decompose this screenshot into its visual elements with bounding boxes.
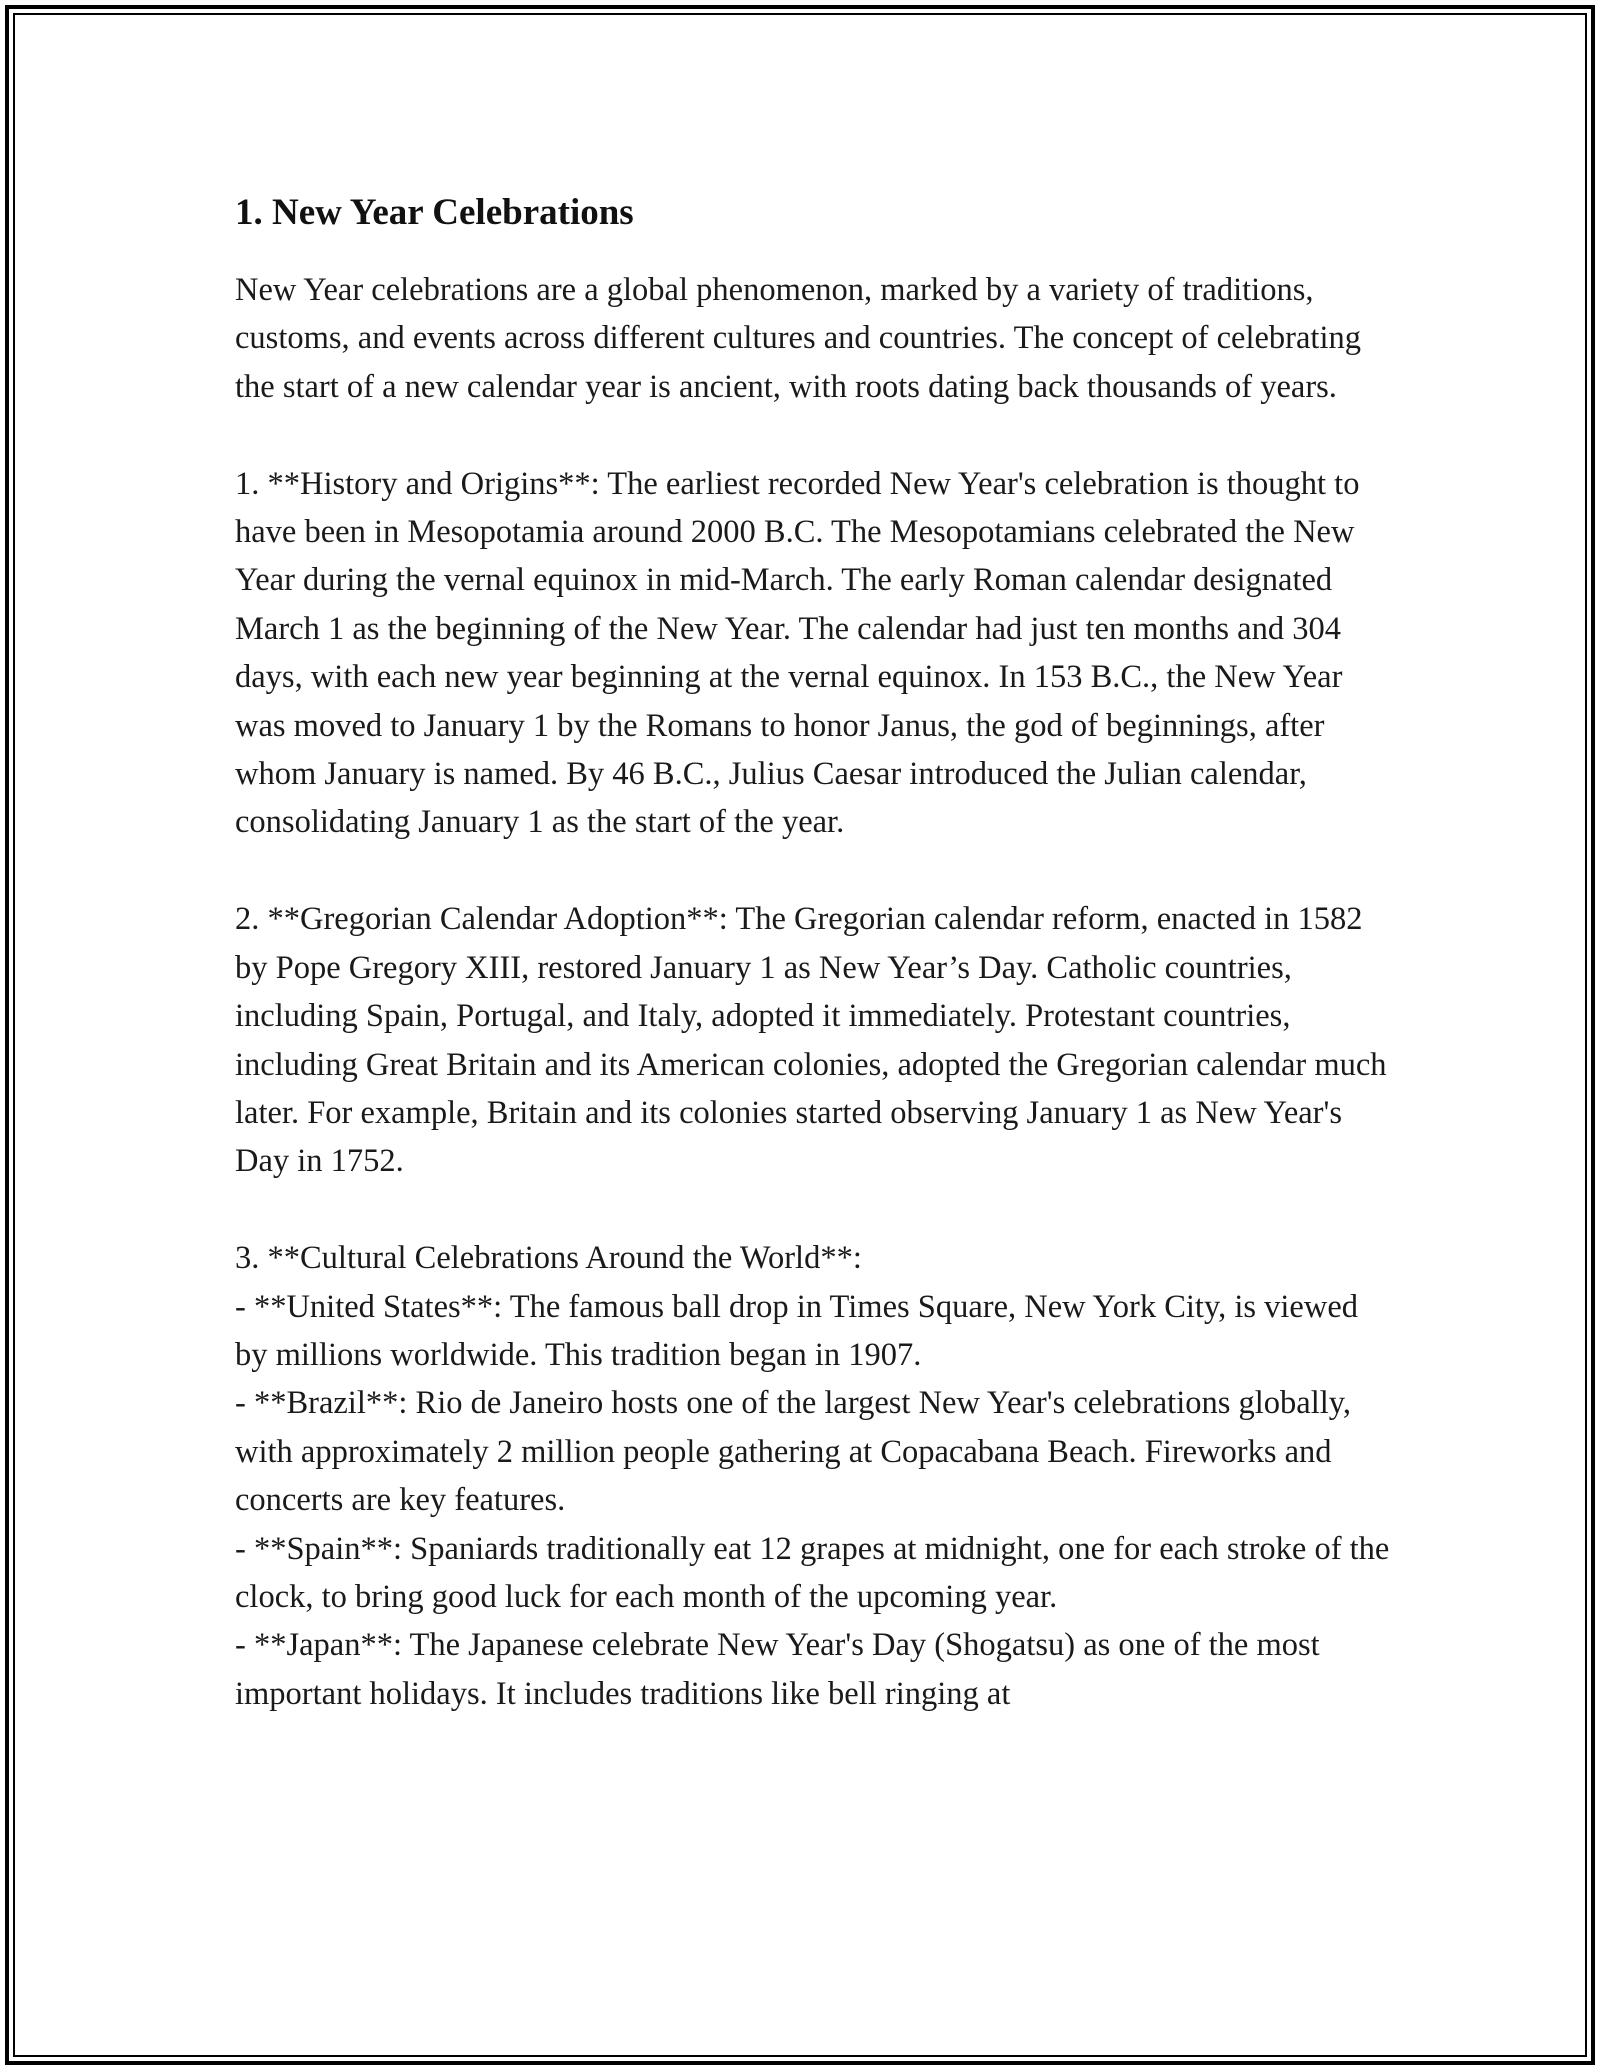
- section-heading: 1. New Year Celebrations: [235, 192, 634, 233]
- document-body-text: New Year celebrations are a global phenomenon, marked by a variety of traditions, customs, and events across different cultures and countries. The concept of celebrating the start of a new calendar year is ancient, with roots dating back thousands of years. 1. **History and Origins**: The earliest recorded New Year's celebration is thought to have been in Mesopotamia around 2000 B.C. The Mesopotamians celebrated the New Year during the vernal equinox in mid-March. The early Roman calendar designated March 1 as the beginning of the New Year. The calendar had just ten months and 304 days, with each new year beginning at the vernal equinox. In 153 B.C., the New Year was moved to January 1 by the Romans to honor Janus, the god of beginnings, after whom January is named. By 46 B.C., Julius Caesar introduced the Julian calendar, consolidating January 1 as the start of the year. 2. **Gregorian Calendar Adoption**: The Gregorian calendar reform, enacted in 1582 by Pope Gregory XIII, restored January 1 as New Year’s Day. Catholic countries, including Spain, Portugal, and Italy, adopted it immediately. Protestant countries, including Great Britain and its American colonies, adopted the Gregorian calendar much later. For example, Britain and its colonies started observing January 1 as New Year's Day in 1752. 3. **Cultural Celebrations Around the World**: - **United States**: The famous ball drop in Times Square, New York City, is viewed by millions worldwide. This tradition began in 1907. - **Brazil**: Rio de Janeiro hosts one of the largest New Year's celebrations globally, with approximately 2 million people gathering at Copacabana Beach. Fireworks and concerts are key features. - **Spain**: Spaniards traditionally eat 12 grapes at midnight, one for each stroke of the clock, to bring good luck for each month of the upcoming year. - **Japan**: The Japanese celebrate New Year's Day (Shogatsu) as one of the most important holidays. It includes traditions like bell ringing at: [235, 272, 1390, 1712]
- document-content: [235, 186, 1395, 1718]
